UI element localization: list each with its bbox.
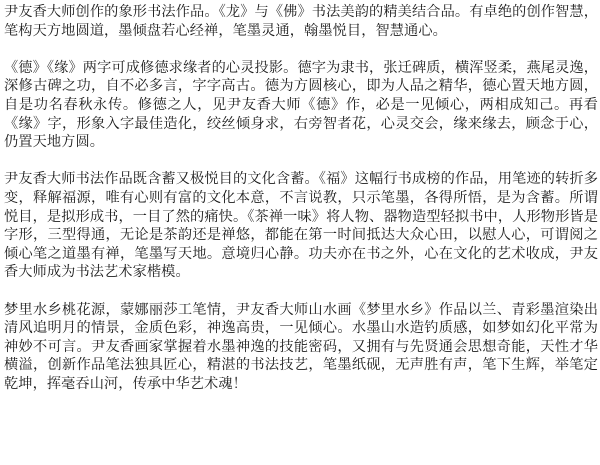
paragraph-gap <box>4 40 598 59</box>
paragraph-landscape: 梦里水乡桃花源，蒙娜丽莎工笔情，尹友香大师山水画《梦里水乡》作品以兰、青彩墨渲染出清风追明月的情景，金质色彩，神逸高贵，一见倾心。水墨山水造钓质感，如梦如幻化平常为神妙不可言。尹友香画家掌握着水墨神逸的技能密码，又拥有与先贤通会思想奇能，天性才华横溢，创新作品笔法独具匠心，精湛的书法技艺，笔墨纸砚，无声胜有声，笔下生辉，举笔定乾坤，挥毫吞山河，传承中华艺术魂！ <box>4 301 598 392</box>
paragraph-de-yuan: 《德》《缘》两字可成修德求缘者的心灵投影。德字为隶书，张迁碑质，横浑竖柔，燕尾灵逸，深修古碑之功，自不必多言，字字高古。德为方圆核心，即为人品之精华，德心置天地方圆，自是功名春秋永传。修德之人，见尹友香大师《德》作，必是一见倾心，两相成知己。再看《缘》字，形象入字最佳造化，绞丝倾身求，右旁智者花，心灵交会，缘来缘去，顾念于心，仍置天地方圆。 <box>4 59 598 151</box>
paragraph-gap <box>4 282 598 301</box>
paragraph-fu-chachan: 尹友香大师书法作品既含蓄又极悦目的文化含蓄。《福》这幅行书成榜的作品，用笔迹的转折多变，释解福源，唯有心则有富的文化本意，不言说教，只示笔墨，各得所悟，是为含蓄。所谓悦目，是拟形成书，一目了然的痛快。《茶禅一味》将人物、器物造型轻拟书中，人形物形皆是字形，三型得通，无论是茶韵还是禅悠，都能在第一时间抵达大众心田，以慰人心，可谓阅之倾心笔之道墨有禅，笔墨写天地。意境归心静。功夫亦在书之外，心在文化的艺术收成，尹友香大师成为书法艺术家楷模。 <box>4 171 598 281</box>
article-body <box>4 3 598 393</box>
paragraph-gap <box>4 152 598 171</box>
paragraph-intro: 尹友香大师创作的象形书法作品。《龙》与《佛》书法美韵的精美结合品。有卓绝的创作智慧，笔构天方地圆道，墨倾盘若心经禅，笔墨灵通，翰墨悦目，智慧通心。 <box>4 4 598 39</box>
